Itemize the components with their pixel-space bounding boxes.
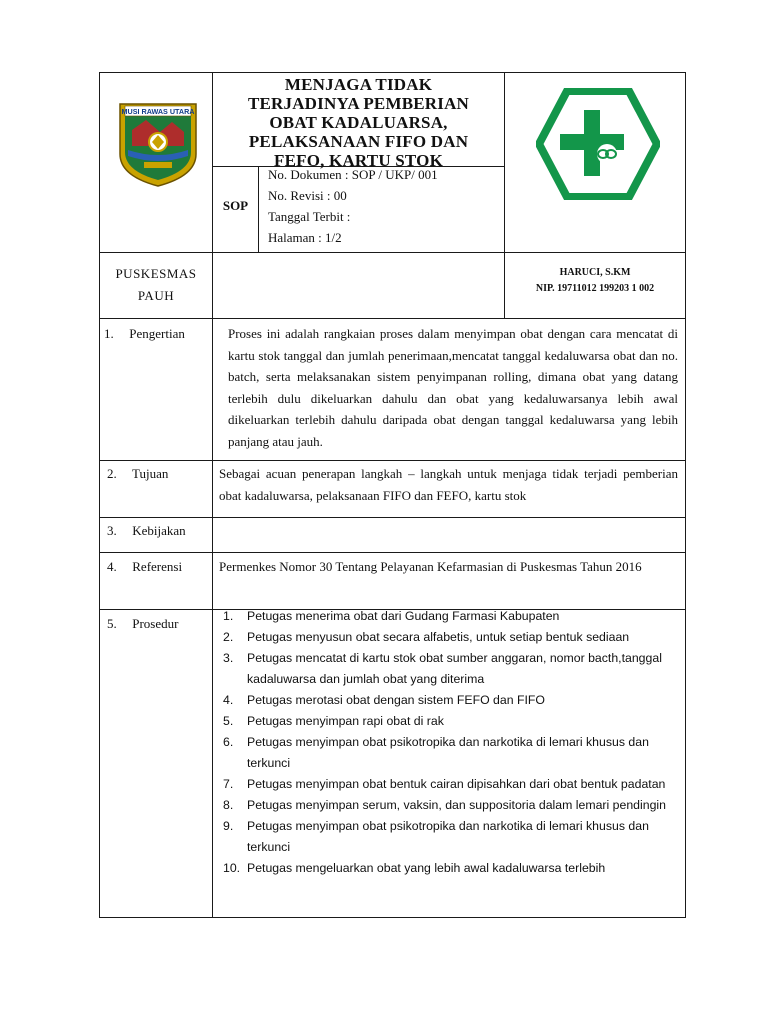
puskesmas-line-2: PAUH [137, 288, 175, 303]
procedure-step [215, 795, 675, 816]
procedure-step-number: 2. [223, 630, 234, 644]
procedure-step [215, 816, 675, 858]
procedure-step-text: Petugas menerima obat dari Gudang Farmasi Kabupaten [247, 609, 560, 623]
issue-date: Tanggal Terbit : [268, 209, 351, 224]
procedure-step-number: 7. [223, 777, 234, 791]
procedure-list [215, 606, 675, 917]
title-line-4: PELAKSANAAN FIFO DAN [248, 132, 469, 151]
sop-label: SOP [222, 198, 249, 213]
puskesmas-logo [536, 88, 660, 200]
puskesmas-name [100, 263, 212, 307]
procedure-step-text: Petugas menyimpan obat bentuk cairan dipisahkan dari obat bentuk padatan [247, 777, 666, 791]
section-title: Kebijakan [132, 523, 186, 538]
section-title: Referensi [132, 559, 183, 574]
title-line-1: MENJAGA TIDAK [284, 75, 433, 94]
signer-nip: NIP. 19711012 199203 1 002 [535, 283, 655, 294]
procedure-step-number: 4. [223, 693, 234, 707]
section-text-pengertian: Proses ini adalah rangkaian proses dalam menyimpan obat dengan cara mencatat di kartu stok tanggal dan jumlah penerimaan,mencatat tanggal kedaluwarsa obat dan no. batch, serta melaksanakan sistem penyimpanan rolling, dimana obat yang datang terlebih dulu dikeluarkan dahulu dan obat yang kedaluwarsanya lebih awal dikeluarkan terlebih dahulu daripada obat dengan tanggal kedaluwarsa yang lebih panjang atau jauh. [228, 326, 678, 449]
procedure-step-number: 3. [223, 651, 234, 665]
procedure-step-text: Petugas menyusun obat secara alfabetis, untuk setiap bentuk sediaan [247, 630, 630, 644]
regency-logo-text: MUSI RAWAS UTARA [121, 107, 195, 116]
divider-row-2 [99, 460, 686, 461]
title-line-2: TERJADINYA PEMBERIAN [247, 94, 470, 113]
table-border-top [99, 72, 686, 73]
section-label-prosedur [107, 616, 178, 632]
section-text-tujuan: Sebagai acuan penerapan langkah – langkah untuk menjaga tidak terjadi pemberian obat kadaluwarsa, pelaksanaan FIFO dan FEFO, kartu stok [219, 466, 678, 503]
procedure-step-number: 1. [223, 609, 234, 623]
divider-sop [258, 166, 259, 252]
section-text-referensi: Permenkes Nomor 30 Tentang Pelayanan Kefarmasian di Puskesmas Tahun 2016 [219, 559, 642, 574]
section-title: Pengertian [129, 326, 185, 341]
signer-block [505, 265, 685, 297]
section-number: 1. [104, 326, 114, 341]
divider-row-1 [99, 318, 686, 319]
procedure-step-number: 6. [223, 735, 234, 749]
document-title [213, 75, 504, 170]
section-label-referensi [107, 559, 182, 575]
procedure-step [215, 606, 675, 627]
divider-header-row [99, 252, 686, 253]
title-line-3: OBAT KADALUARSA, [269, 113, 448, 132]
signer-name: HARUCI, S.KM [559, 267, 631, 278]
procedure-step [215, 711, 675, 732]
procedure-step [215, 690, 675, 711]
procedure-step-text: Petugas menyimpan obat psikotropika dan narkotika di lemari khusus dan terkunci [247, 735, 649, 770]
procedure-step [215, 627, 675, 648]
procedure-step [215, 858, 675, 879]
section-number: 2. [107, 466, 117, 481]
table-border-left [99, 72, 100, 918]
section-title: Tujuan [132, 466, 169, 481]
procedure-step [215, 648, 675, 690]
procedure-step [215, 732, 675, 774]
section-number: 4. [107, 559, 117, 574]
section-label-tujuan [107, 466, 168, 482]
divider-row-3 [99, 517, 686, 518]
procedure-step-text: Petugas merotasi obat dengan sistem FEFO dan FIFO [247, 693, 545, 707]
procedure-step-text: Petugas mengeluarkan obat yang lebih awal kadaluwarsa terlebih [247, 861, 606, 875]
section-label-kebijakan [107, 523, 186, 539]
procedure-step-number: 9. [223, 819, 234, 833]
procedure-step-text: Petugas mencatat di kartu stok obat sumber anggaran, nomor bacth,tanggal kadaluwarsa dan jumlah obat yang diterima [247, 651, 662, 686]
section-label-pengertian [104, 326, 185, 342]
doc-number: No. Dokumen : SOP / UKP/ 001 [268, 167, 438, 182]
section-number: 5. [107, 616, 117, 631]
document-meta [268, 164, 504, 248]
procedure-step-text: Petugas menyimpan obat psikotropika dan narkotika di lemari khusus dan terkunci [247, 819, 649, 854]
procedure-step-number: 8. [223, 798, 234, 812]
regency-logo [116, 102, 200, 188]
table-border-bottom [99, 917, 686, 918]
procedure-step-text: Petugas menyimpan rapi obat di rak [247, 714, 444, 728]
section-title: Prosedur [132, 616, 179, 631]
procedure-step [215, 774, 675, 795]
procedure-steps [215, 606, 675, 879]
title-line-5: FEFO, KARTU STOK [273, 151, 443, 170]
divider-row-4 [99, 552, 686, 553]
procedure-step-number: 10. [223, 861, 241, 875]
procedure-step-number: 5. [223, 714, 234, 728]
section-number: 3. [107, 523, 117, 538]
revision-number: No. Revisi : 00 [268, 188, 347, 203]
table-border-right [685, 72, 686, 918]
puskesmas-line-1: PUSKESMAS [115, 266, 197, 281]
procedure-step-text: Petugas menyimpan serum, vaksin, dan suppositoria dalam lemari pendingin [247, 798, 667, 812]
page-number: Halaman : 1/2 [268, 230, 342, 245]
